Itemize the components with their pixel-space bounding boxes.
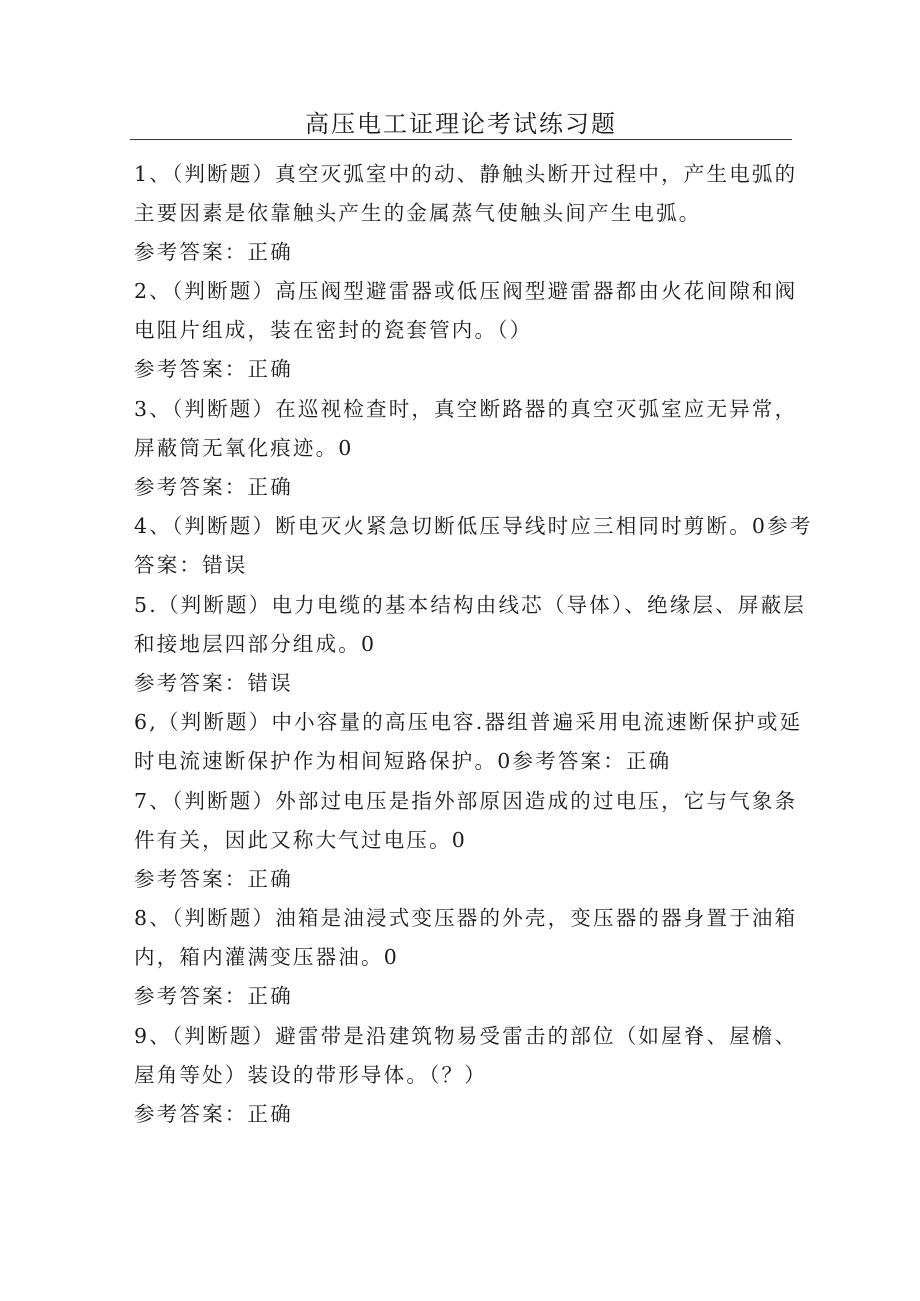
text-line: 件有关，因此又称大气过电压。0: [134, 828, 468, 852]
document-title: 高压电工证理论考试练习题: [305, 110, 617, 138]
answer-line: 参考答案：正确: [134, 475, 293, 499]
text-line: 2、（判断题）高压阀型避雷器或低压阀型避雷器都由火花间隙和阀: [134, 279, 798, 303]
text-line: 屋角等处）装设的带形导体。（？）: [134, 1063, 487, 1087]
text-line: 电阻片组成，装在密封的瓷套管内。（）: [134, 318, 533, 342]
text-line: 5.（判断题）电力电缆的基本结构由线芯（导体）、绝缘层、屏蔽层: [134, 593, 807, 617]
text-line: 时电流速断保护作为相间短路保护。0参考答案：正确: [134, 749, 672, 773]
text-line: 内，箱内灌满变压器油。0: [134, 945, 399, 969]
text-line: 8、（判断题）油箱是油浸式变压器的外壳，变压器的器身置于油箱: [134, 906, 798, 930]
text-line: 和接地层四部分组成。0: [134, 632, 377, 656]
answer-line: 参考答案：正确: [134, 240, 293, 264]
answer-line: 参考答案：正确: [134, 984, 293, 1008]
text-line: 9、（判断题）避雷带是沿建筑物易受雷击的部位（如屋脊、屋檐、: [134, 1024, 798, 1048]
text-line: 6,（判断题）中小容量的高压电容.器组普遍采用电流速断保护或延: [134, 710, 803, 734]
text-line: 1、（判断题）真空灭弧室中的动、静触头断开过程中，产生电弧的: [134, 162, 798, 186]
title-underline: [130, 139, 792, 140]
answer-line: 参考答案：错误: [134, 671, 293, 695]
text-line: 3、（判断题）在巡视检查时，真空断路器的真空灭弧室应无异常，: [134, 397, 798, 421]
text-line: 7、（判断题）外部过电压是指外部原因造成的过电压，它与气象条: [134, 789, 798, 813]
text-line: 主要因素是依靠触头产生的金属蒸气使触头间产生电弧。: [134, 201, 702, 225]
text-line: 4、（判断题）断电灭火紧急切断低压导线时应三相同时剪断。0参考: [134, 514, 813, 538]
text-line: 屏蔽筒无氧化痕迹。0: [134, 436, 354, 460]
answer-line: 参考答案：正确: [134, 867, 293, 891]
answer-line: 答案：错误: [134, 553, 248, 577]
answer-line: 参考答案：正确: [134, 1102, 293, 1126]
answer-line: 参考答案：正确: [134, 357, 293, 381]
